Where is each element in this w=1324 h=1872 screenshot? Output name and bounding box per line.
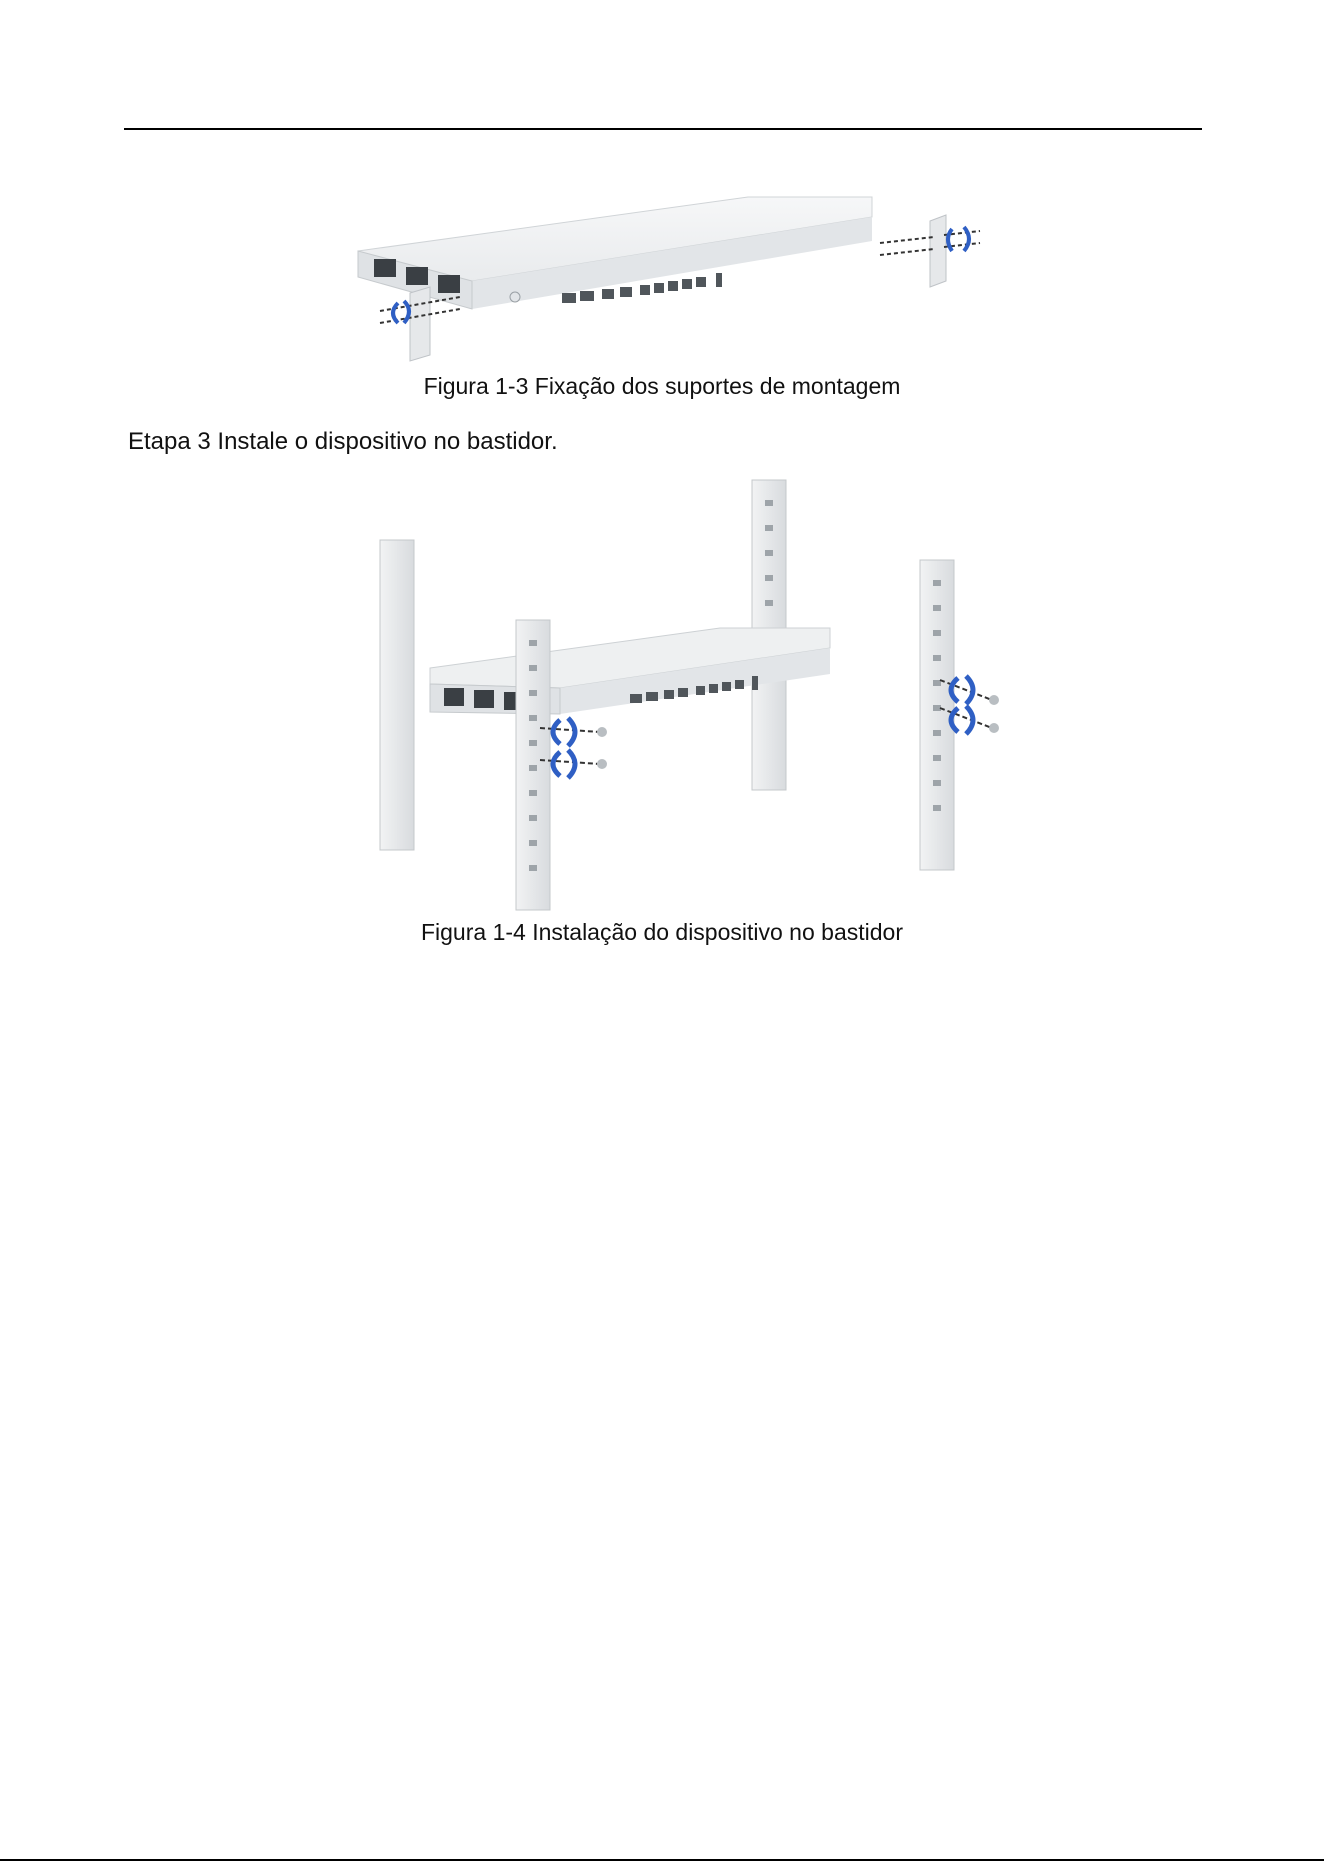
figure-1-4-illustration — [360, 470, 1020, 915]
right-bracket — [930, 215, 946, 287]
header-rule — [124, 128, 1202, 130]
step-text: Etapa 3 Instale o dispositivo no bastidor. — [128, 428, 558, 455]
left-bracket — [410, 287, 430, 361]
rotate-arrow-icon — [553, 720, 560, 744]
footer-rule — [0, 1859, 1324, 1861]
rack-rail-back-left — [380, 540, 414, 850]
figure-caption: Figura 1-3 Fixação dos suportes de montagem — [423, 373, 901, 399]
figure-caption: Figura 1-4 Instalação do dispositivo no bastidor — [420, 919, 903, 945]
figure-1-3-illustration — [340, 185, 1000, 365]
